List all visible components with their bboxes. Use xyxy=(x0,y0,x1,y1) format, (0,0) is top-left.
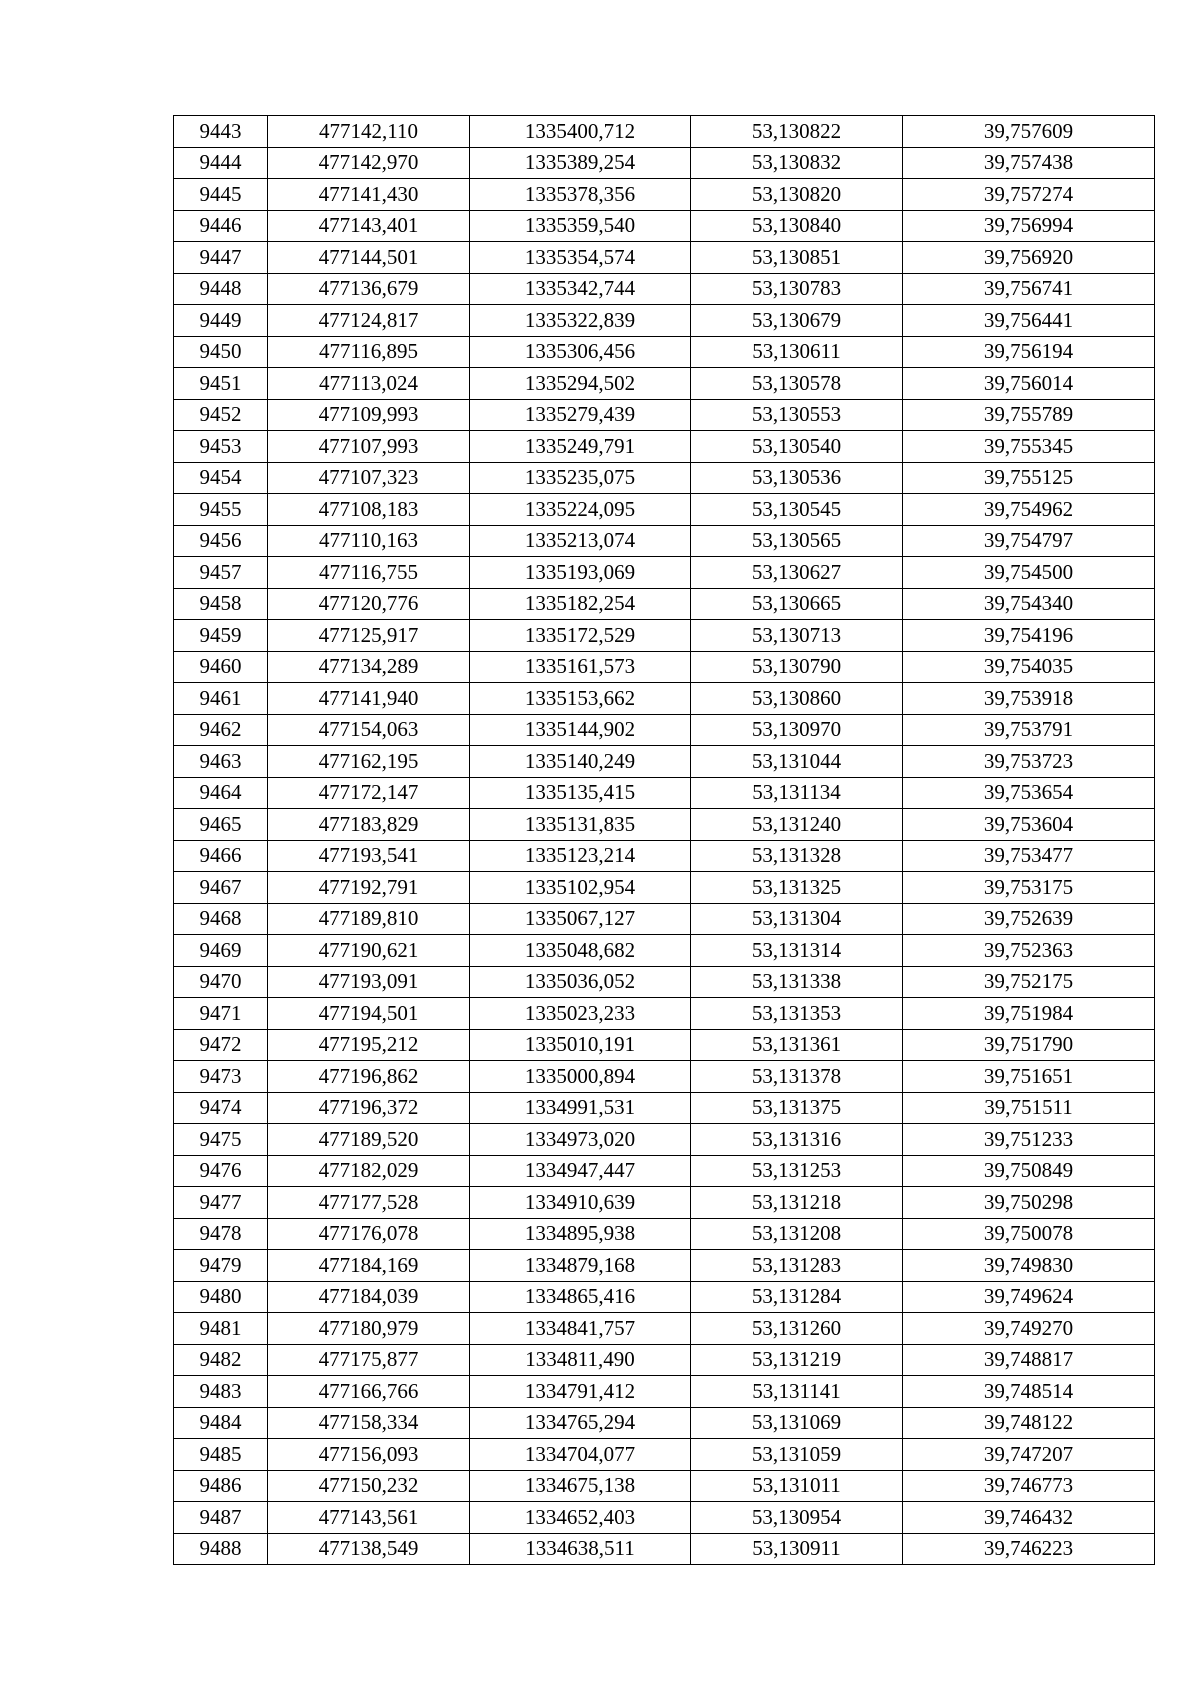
latitude-cell: 53,130611 xyxy=(691,336,903,368)
y-coordinate-cell: 1335400,712 xyxy=(470,116,691,148)
latitude-cell: 53,131338 xyxy=(691,966,903,998)
point-number-cell: 9487 xyxy=(174,1502,268,1534)
point-number-cell: 9444 xyxy=(174,147,268,179)
y-coordinate-cell: 1335000,894 xyxy=(470,1061,691,1093)
latitude-cell: 53,131260 xyxy=(691,1313,903,1345)
x-coordinate-cell: 477195,212 xyxy=(268,1029,470,1061)
x-coordinate-cell: 477136,679 xyxy=(268,273,470,305)
latitude-cell: 53,131141 xyxy=(691,1376,903,1408)
point-number-cell: 9445 xyxy=(174,179,268,211)
point-number-cell: 9451 xyxy=(174,368,268,400)
latitude-cell: 53,131208 xyxy=(691,1218,903,1250)
longitude-cell: 39,748514 xyxy=(903,1376,1155,1408)
point-number-cell: 9460 xyxy=(174,651,268,683)
point-number-cell: 9479 xyxy=(174,1250,268,1282)
point-number-cell: 9488 xyxy=(174,1533,268,1565)
longitude-cell: 39,756441 xyxy=(903,305,1155,337)
table-row xyxy=(174,273,1155,305)
y-coordinate-cell: 1334811,490 xyxy=(470,1344,691,1376)
y-coordinate-cell: 1334973,020 xyxy=(470,1124,691,1156)
x-coordinate-cell: 477116,895 xyxy=(268,336,470,368)
longitude-cell: 39,748817 xyxy=(903,1344,1155,1376)
x-coordinate-cell: 477124,817 xyxy=(268,305,470,337)
latitude-cell: 53,130679 xyxy=(691,305,903,337)
y-coordinate-cell: 1335213,074 xyxy=(470,525,691,557)
x-coordinate-cell: 477158,334 xyxy=(268,1407,470,1439)
table-row xyxy=(174,840,1155,872)
x-coordinate-cell: 477193,091 xyxy=(268,966,470,998)
longitude-cell: 39,749830 xyxy=(903,1250,1155,1282)
point-number-cell: 9456 xyxy=(174,525,268,557)
x-coordinate-cell: 477194,501 xyxy=(268,998,470,1030)
latitude-cell: 53,131218 xyxy=(691,1187,903,1219)
coordinates-table xyxy=(173,115,1155,1565)
table-row xyxy=(174,1155,1155,1187)
table-row xyxy=(174,210,1155,242)
latitude-cell: 53,130553 xyxy=(691,399,903,431)
x-coordinate-cell: 477196,862 xyxy=(268,1061,470,1093)
table-row xyxy=(174,1376,1155,1408)
latitude-cell: 53,131044 xyxy=(691,746,903,778)
longitude-cell: 39,748122 xyxy=(903,1407,1155,1439)
point-number-cell: 9481 xyxy=(174,1313,268,1345)
x-coordinate-cell: 477182,029 xyxy=(268,1155,470,1187)
latitude-cell: 53,130840 xyxy=(691,210,903,242)
latitude-cell: 53,130860 xyxy=(691,683,903,715)
point-number-cell: 9447 xyxy=(174,242,268,274)
longitude-cell: 39,751651 xyxy=(903,1061,1155,1093)
point-number-cell: 9478 xyxy=(174,1218,268,1250)
point-number-cell: 9471 xyxy=(174,998,268,1030)
x-coordinate-cell: 477125,917 xyxy=(268,620,470,652)
table-row xyxy=(174,1439,1155,1471)
longitude-cell: 39,746432 xyxy=(903,1502,1155,1534)
x-coordinate-cell: 477192,791 xyxy=(268,872,470,904)
longitude-cell: 39,751790 xyxy=(903,1029,1155,1061)
y-coordinate-cell: 1334765,294 xyxy=(470,1407,691,1439)
x-coordinate-cell: 477138,549 xyxy=(268,1533,470,1565)
latitude-cell: 53,130540 xyxy=(691,431,903,463)
longitude-cell: 39,756920 xyxy=(903,242,1155,274)
x-coordinate-cell: 477108,183 xyxy=(268,494,470,526)
y-coordinate-cell: 1335294,502 xyxy=(470,368,691,400)
x-coordinate-cell: 477189,810 xyxy=(268,903,470,935)
longitude-cell: 39,754500 xyxy=(903,557,1155,589)
latitude-cell: 53,130578 xyxy=(691,368,903,400)
y-coordinate-cell: 1335354,574 xyxy=(470,242,691,274)
x-coordinate-cell: 477141,430 xyxy=(268,179,470,211)
y-coordinate-cell: 1335322,839 xyxy=(470,305,691,337)
x-coordinate-cell: 477113,024 xyxy=(268,368,470,400)
x-coordinate-cell: 477150,232 xyxy=(268,1470,470,1502)
table-row xyxy=(174,1533,1155,1565)
y-coordinate-cell: 1335193,069 xyxy=(470,557,691,589)
coordinates-table-body xyxy=(174,116,1155,1565)
y-coordinate-cell: 1334652,403 xyxy=(470,1502,691,1534)
latitude-cell: 53,131284 xyxy=(691,1281,903,1313)
y-coordinate-cell: 1335359,540 xyxy=(470,210,691,242)
table-row xyxy=(174,1218,1155,1250)
y-coordinate-cell: 1335389,254 xyxy=(470,147,691,179)
table-row xyxy=(174,809,1155,841)
longitude-cell: 39,750849 xyxy=(903,1155,1155,1187)
table-row xyxy=(174,1092,1155,1124)
longitude-cell: 39,751984 xyxy=(903,998,1155,1030)
y-coordinate-cell: 1335048,682 xyxy=(470,935,691,967)
table-row xyxy=(174,746,1155,778)
latitude-cell: 53,131375 xyxy=(691,1092,903,1124)
latitude-cell: 53,131353 xyxy=(691,998,903,1030)
latitude-cell: 53,131283 xyxy=(691,1250,903,1282)
y-coordinate-cell: 1335235,075 xyxy=(470,462,691,494)
point-number-cell: 9454 xyxy=(174,462,268,494)
table-row xyxy=(174,651,1155,683)
latitude-cell: 53,131316 xyxy=(691,1124,903,1156)
point-number-cell: 9475 xyxy=(174,1124,268,1156)
point-number-cell: 9466 xyxy=(174,840,268,872)
point-number-cell: 9461 xyxy=(174,683,268,715)
longitude-cell: 39,752639 xyxy=(903,903,1155,935)
latitude-cell: 53,131304 xyxy=(691,903,903,935)
point-number-cell: 9469 xyxy=(174,935,268,967)
latitude-cell: 53,130783 xyxy=(691,273,903,305)
table-row xyxy=(174,525,1155,557)
longitude-cell: 39,751511 xyxy=(903,1092,1155,1124)
x-coordinate-cell: 477141,940 xyxy=(268,683,470,715)
longitude-cell: 39,757438 xyxy=(903,147,1155,179)
point-number-cell: 9455 xyxy=(174,494,268,526)
x-coordinate-cell: 477144,501 xyxy=(268,242,470,274)
y-coordinate-cell: 1335123,214 xyxy=(470,840,691,872)
latitude-cell: 53,131328 xyxy=(691,840,903,872)
latitude-cell: 53,130822 xyxy=(691,116,903,148)
longitude-cell: 39,756994 xyxy=(903,210,1155,242)
x-coordinate-cell: 477107,993 xyxy=(268,431,470,463)
point-number-cell: 9452 xyxy=(174,399,268,431)
latitude-cell: 53,130545 xyxy=(691,494,903,526)
x-coordinate-cell: 477184,039 xyxy=(268,1281,470,1313)
table-row xyxy=(174,1344,1155,1376)
table-row xyxy=(174,1502,1155,1534)
latitude-cell: 53,130832 xyxy=(691,147,903,179)
longitude-cell: 39,755345 xyxy=(903,431,1155,463)
x-coordinate-cell: 477143,561 xyxy=(268,1502,470,1534)
x-coordinate-cell: 477134,289 xyxy=(268,651,470,683)
latitude-cell: 53,131361 xyxy=(691,1029,903,1061)
y-coordinate-cell: 1335023,233 xyxy=(470,998,691,1030)
table-row xyxy=(174,588,1155,620)
x-coordinate-cell: 477120,776 xyxy=(268,588,470,620)
latitude-cell: 53,130820 xyxy=(691,179,903,211)
latitude-cell: 53,130970 xyxy=(691,714,903,746)
y-coordinate-cell: 1335131,835 xyxy=(470,809,691,841)
point-number-cell: 9443 xyxy=(174,116,268,148)
point-number-cell: 9482 xyxy=(174,1344,268,1376)
longitude-cell: 39,754962 xyxy=(903,494,1155,526)
point-number-cell: 9465 xyxy=(174,809,268,841)
table-row xyxy=(174,966,1155,998)
table-row xyxy=(174,431,1155,463)
latitude-cell: 53,131325 xyxy=(691,872,903,904)
table-row xyxy=(174,368,1155,400)
table-row xyxy=(174,872,1155,904)
table-row xyxy=(174,242,1155,274)
point-number-cell: 9462 xyxy=(174,714,268,746)
y-coordinate-cell: 1335342,744 xyxy=(470,273,691,305)
x-coordinate-cell: 477196,372 xyxy=(268,1092,470,1124)
x-coordinate-cell: 477107,323 xyxy=(268,462,470,494)
point-number-cell: 9446 xyxy=(174,210,268,242)
point-number-cell: 9470 xyxy=(174,966,268,998)
x-coordinate-cell: 477142,110 xyxy=(268,116,470,148)
latitude-cell: 53,130536 xyxy=(691,462,903,494)
x-coordinate-cell: 477110,163 xyxy=(268,525,470,557)
longitude-cell: 39,755125 xyxy=(903,462,1155,494)
y-coordinate-cell: 1334991,531 xyxy=(470,1092,691,1124)
x-coordinate-cell: 477193,541 xyxy=(268,840,470,872)
x-coordinate-cell: 477183,829 xyxy=(268,809,470,841)
longitude-cell: 39,757274 xyxy=(903,179,1155,211)
point-number-cell: 9457 xyxy=(174,557,268,589)
table-row xyxy=(174,1407,1155,1439)
latitude-cell: 53,131134 xyxy=(691,777,903,809)
y-coordinate-cell: 1335102,954 xyxy=(470,872,691,904)
y-coordinate-cell: 1334947,447 xyxy=(470,1155,691,1187)
y-coordinate-cell: 1335378,356 xyxy=(470,179,691,211)
table-row xyxy=(174,557,1155,589)
latitude-cell: 53,131219 xyxy=(691,1344,903,1376)
y-coordinate-cell: 1334865,416 xyxy=(470,1281,691,1313)
y-coordinate-cell: 1335067,127 xyxy=(470,903,691,935)
point-number-cell: 9467 xyxy=(174,872,268,904)
table-row xyxy=(174,998,1155,1030)
x-coordinate-cell: 477162,195 xyxy=(268,746,470,778)
point-number-cell: 9453 xyxy=(174,431,268,463)
longitude-cell: 39,750298 xyxy=(903,1187,1155,1219)
table-row xyxy=(174,903,1155,935)
x-coordinate-cell: 477142,970 xyxy=(268,147,470,179)
latitude-cell: 53,131314 xyxy=(691,935,903,967)
latitude-cell: 53,130851 xyxy=(691,242,903,274)
longitude-cell: 39,756741 xyxy=(903,273,1155,305)
x-coordinate-cell: 477154,063 xyxy=(268,714,470,746)
point-number-cell: 9474 xyxy=(174,1092,268,1124)
longitude-cell: 39,753791 xyxy=(903,714,1155,746)
y-coordinate-cell: 1335249,791 xyxy=(470,431,691,463)
table-row xyxy=(174,1470,1155,1502)
x-coordinate-cell: 477190,621 xyxy=(268,935,470,967)
x-coordinate-cell: 477116,755 xyxy=(268,557,470,589)
longitude-cell: 39,746223 xyxy=(903,1533,1155,1565)
longitude-cell: 39,756014 xyxy=(903,368,1155,400)
longitude-cell: 39,753175 xyxy=(903,872,1155,904)
longitude-cell: 39,757609 xyxy=(903,116,1155,148)
longitude-cell: 39,753654 xyxy=(903,777,1155,809)
y-coordinate-cell: 1335135,415 xyxy=(470,777,691,809)
table-row xyxy=(174,1124,1155,1156)
table-row xyxy=(174,1187,1155,1219)
y-coordinate-cell: 1335153,662 xyxy=(470,683,691,715)
point-number-cell: 9485 xyxy=(174,1439,268,1471)
latitude-cell: 53,131253 xyxy=(691,1155,903,1187)
table-row xyxy=(174,305,1155,337)
point-number-cell: 9483 xyxy=(174,1376,268,1408)
longitude-cell: 39,747207 xyxy=(903,1439,1155,1471)
table-row xyxy=(174,1281,1155,1313)
y-coordinate-cell: 1335161,573 xyxy=(470,651,691,683)
latitude-cell: 53,130665 xyxy=(691,588,903,620)
y-coordinate-cell: 1335140,249 xyxy=(470,746,691,778)
y-coordinate-cell: 1335010,191 xyxy=(470,1029,691,1061)
y-coordinate-cell: 1335224,095 xyxy=(470,494,691,526)
x-coordinate-cell: 477189,520 xyxy=(268,1124,470,1156)
longitude-cell: 39,753918 xyxy=(903,683,1155,715)
longitude-cell: 39,750078 xyxy=(903,1218,1155,1250)
y-coordinate-cell: 1335182,254 xyxy=(470,588,691,620)
y-coordinate-cell: 1334675,138 xyxy=(470,1470,691,1502)
x-coordinate-cell: 477177,528 xyxy=(268,1187,470,1219)
table-row xyxy=(174,336,1155,368)
y-coordinate-cell: 1335172,529 xyxy=(470,620,691,652)
point-number-cell: 9480 xyxy=(174,1281,268,1313)
table-row xyxy=(174,1061,1155,1093)
point-number-cell: 9458 xyxy=(174,588,268,620)
y-coordinate-cell: 1335036,052 xyxy=(470,966,691,998)
longitude-cell: 39,754797 xyxy=(903,525,1155,557)
y-coordinate-cell: 1335279,439 xyxy=(470,399,691,431)
longitude-cell: 39,751233 xyxy=(903,1124,1155,1156)
table-row xyxy=(174,1313,1155,1345)
point-number-cell: 9463 xyxy=(174,746,268,778)
point-number-cell: 9486 xyxy=(174,1470,268,1502)
latitude-cell: 53,131378 xyxy=(691,1061,903,1093)
x-coordinate-cell: 477176,078 xyxy=(268,1218,470,1250)
point-number-cell: 9450 xyxy=(174,336,268,368)
point-number-cell: 9468 xyxy=(174,903,268,935)
x-coordinate-cell: 477109,993 xyxy=(268,399,470,431)
longitude-cell: 39,753723 xyxy=(903,746,1155,778)
longitude-cell: 39,752175 xyxy=(903,966,1155,998)
longitude-cell: 39,754035 xyxy=(903,651,1155,683)
x-coordinate-cell: 477172,147 xyxy=(268,777,470,809)
latitude-cell: 53,131240 xyxy=(691,809,903,841)
longitude-cell: 39,746773 xyxy=(903,1470,1155,1502)
table-row xyxy=(174,620,1155,652)
latitude-cell: 53,131059 xyxy=(691,1439,903,1471)
table-row xyxy=(174,935,1155,967)
table-row xyxy=(174,179,1155,211)
longitude-cell: 39,754196 xyxy=(903,620,1155,652)
latitude-cell: 53,130954 xyxy=(691,1502,903,1534)
latitude-cell: 53,131011 xyxy=(691,1470,903,1502)
latitude-cell: 53,131069 xyxy=(691,1407,903,1439)
longitude-cell: 39,749624 xyxy=(903,1281,1155,1313)
point-number-cell: 9484 xyxy=(174,1407,268,1439)
table-row xyxy=(174,147,1155,179)
table-row xyxy=(174,1250,1155,1282)
longitude-cell: 39,753477 xyxy=(903,840,1155,872)
point-number-cell: 9477 xyxy=(174,1187,268,1219)
table-row xyxy=(174,462,1155,494)
point-number-cell: 9449 xyxy=(174,305,268,337)
x-coordinate-cell: 477184,169 xyxy=(268,1250,470,1282)
longitude-cell: 39,756194 xyxy=(903,336,1155,368)
table-row xyxy=(174,494,1155,526)
latitude-cell: 53,130713 xyxy=(691,620,903,652)
longitude-cell: 39,749270 xyxy=(903,1313,1155,1345)
table-row xyxy=(174,683,1155,715)
x-coordinate-cell: 477156,093 xyxy=(268,1439,470,1471)
table-row xyxy=(174,399,1155,431)
table-row xyxy=(174,714,1155,746)
latitude-cell: 53,130565 xyxy=(691,525,903,557)
point-number-cell: 9473 xyxy=(174,1061,268,1093)
x-coordinate-cell: 477143,401 xyxy=(268,210,470,242)
latitude-cell: 53,130790 xyxy=(691,651,903,683)
longitude-cell: 39,755789 xyxy=(903,399,1155,431)
y-coordinate-cell: 1334704,077 xyxy=(470,1439,691,1471)
x-coordinate-cell: 477180,979 xyxy=(268,1313,470,1345)
latitude-cell: 53,130627 xyxy=(691,557,903,589)
point-number-cell: 9476 xyxy=(174,1155,268,1187)
y-coordinate-cell: 1334791,412 xyxy=(470,1376,691,1408)
longitude-cell: 39,753604 xyxy=(903,809,1155,841)
longitude-cell: 39,754340 xyxy=(903,588,1155,620)
x-coordinate-cell: 477166,766 xyxy=(268,1376,470,1408)
point-number-cell: 9448 xyxy=(174,273,268,305)
y-coordinate-cell: 1334841,757 xyxy=(470,1313,691,1345)
point-number-cell: 9464 xyxy=(174,777,268,809)
longitude-cell: 39,752363 xyxy=(903,935,1155,967)
y-coordinate-cell: 1335306,456 xyxy=(470,336,691,368)
y-coordinate-cell: 1334910,639 xyxy=(470,1187,691,1219)
point-number-cell: 9459 xyxy=(174,620,268,652)
table-row xyxy=(174,1029,1155,1061)
table-row xyxy=(174,116,1155,148)
y-coordinate-cell: 1334895,938 xyxy=(470,1218,691,1250)
latitude-cell: 53,130911 xyxy=(691,1533,903,1565)
point-number-cell: 9472 xyxy=(174,1029,268,1061)
x-coordinate-cell: 477175,877 xyxy=(268,1344,470,1376)
table-row xyxy=(174,777,1155,809)
y-coordinate-cell: 1334879,168 xyxy=(470,1250,691,1282)
y-coordinate-cell: 1334638,511 xyxy=(470,1533,691,1565)
y-coordinate-cell: 1335144,902 xyxy=(470,714,691,746)
